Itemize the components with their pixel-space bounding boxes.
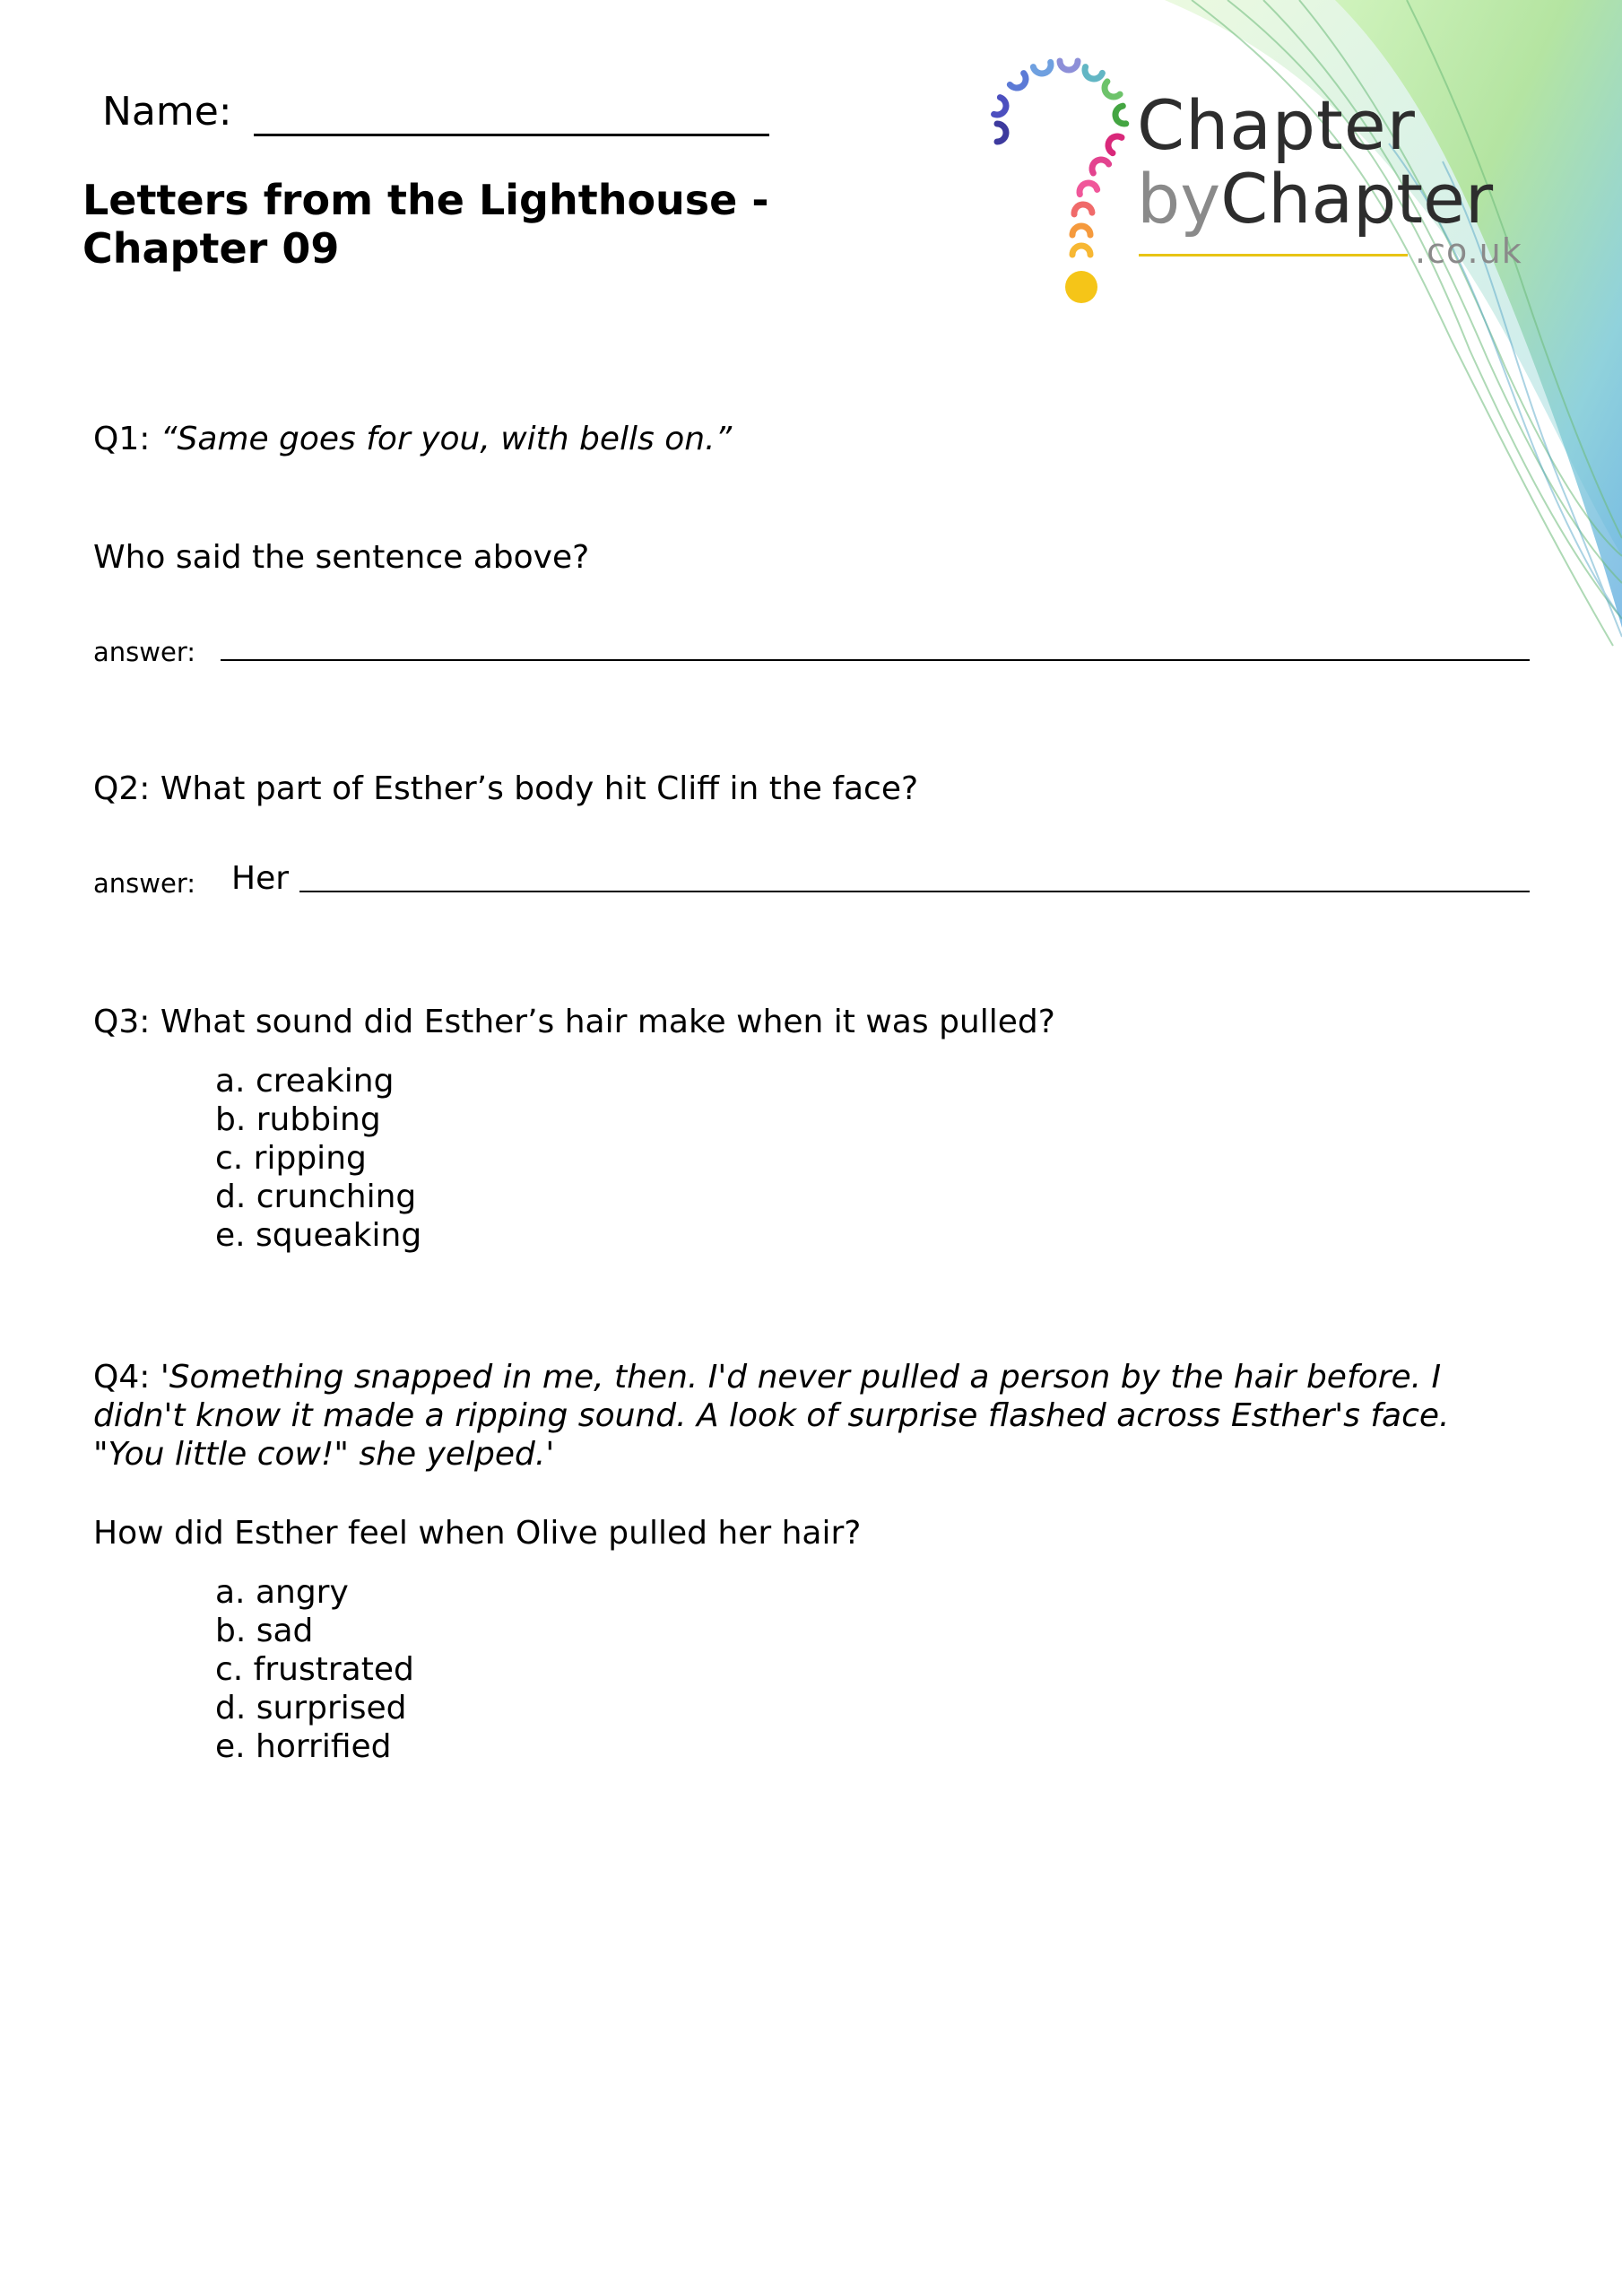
question-3-option-e[interactable]: e. squeaking <box>215 1217 422 1254</box>
question-4-option-e[interactable]: e. horrified <box>215 1728 392 1765</box>
question-4-option-b[interactable]: b. sad <box>215 1613 314 1649</box>
name-input-line[interactable] <box>254 91 769 136</box>
logo-word-chapter-2: Chapter <box>1220 159 1494 239</box>
question-3-option-d[interactable]: d. crunching <box>215 1178 417 1215</box>
question-4-prompt: How did Esther feel when Olive pulled her hair? <box>93 1515 862 1552</box>
question-4-options <box>215 1573 414 1766</box>
name-field <box>102 88 769 136</box>
question-4-number: Q4: <box>93 1359 160 1396</box>
question-3-options <box>215 1062 421 1255</box>
question-4 <box>93 1358 1519 1474</box>
question-4-option-c[interactable]: c. frustrated <box>215 1651 414 1688</box>
question-2-answer-line[interactable] <box>299 891 1530 892</box>
question-1-quote: “Same goes for you, with bells on.” <box>160 421 733 457</box>
question-2: Q2: What part of Esther’s body hit Cliff in the face? <box>93 770 919 807</box>
logo-word-by: by <box>1137 159 1221 239</box>
logo-word-bychapter <box>1137 161 1493 237</box>
worksheet-title: Letters from the Lighthouse - Chapter 09 <box>82 176 769 273</box>
question-1-answer-label: answer: <box>93 637 196 667</box>
question-4-option-d[interactable]: d. surprised <box>215 1690 407 1726</box>
question-4-option-a[interactable]: a. angry <box>215 1574 349 1611</box>
question-1-number: Q1: <box>93 421 160 457</box>
question-1-answer-line[interactable] <box>221 659 1530 661</box>
question-1-prompt: Who said the sentence above? <box>93 539 590 576</box>
question-1 <box>93 420 1528 458</box>
name-label: Name: <box>102 89 232 135</box>
logo-word-chapter: Chapter <box>1137 85 1416 165</box>
question-3-option-a[interactable]: a. creaking <box>215 1063 395 1100</box>
question-3-option-b[interactable]: b. rubbing <box>215 1101 381 1138</box>
question-3: Q3: What sound did Esther’s hair make when it was pulled? <box>93 1004 1055 1040</box>
question-2-answer-prefix: Her <box>231 860 290 897</box>
question-4-quote: 'Something snapped in me, then. I'd never pulled a person by the hair before. I didn't know it made a ripping sound. A look of surprise flashed across Esther's face. "You little cow!" she yelped.' <box>93 1359 1450 1473</box>
logo-domain: .co.uk <box>1415 231 1522 271</box>
question-2-answer-label: answer: <box>93 868 196 899</box>
logo-underline <box>1139 254 1408 257</box>
question-3-option-c[interactable]: c. ripping <box>215 1140 367 1177</box>
